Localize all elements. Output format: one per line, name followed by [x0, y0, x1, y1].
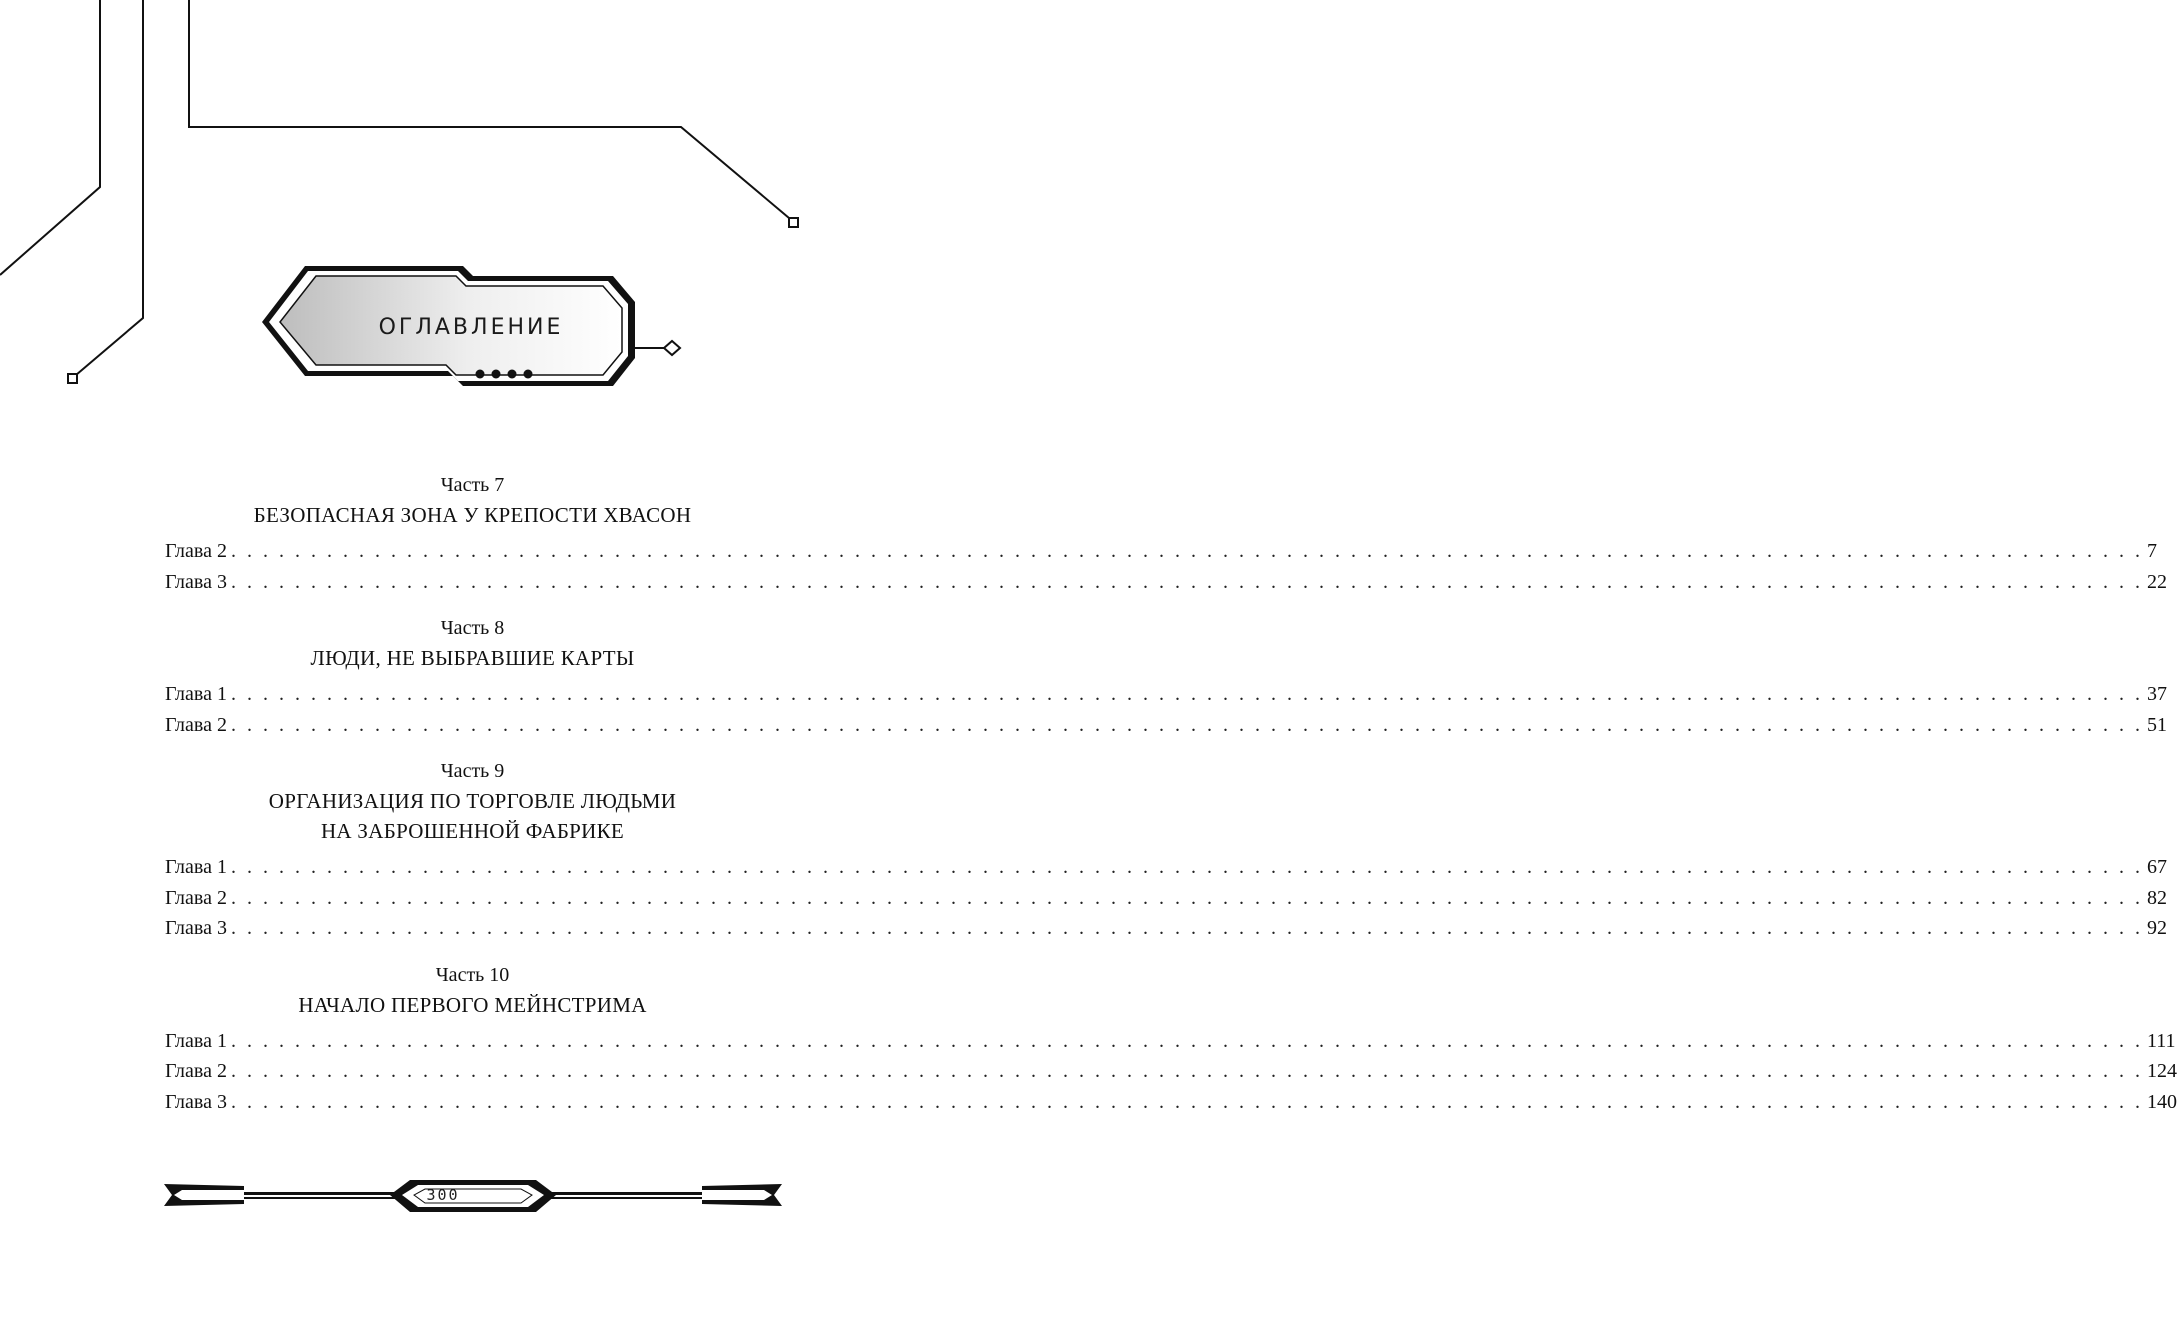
dot-icon: [524, 370, 533, 379]
chapter-page-number: 82: [2146, 886, 2167, 909]
dot-leader: . . . . . . . . . . . . . . . . . . . . . . . . . . . . . . . . . . . . . . . . . . . . . . . . . . . . . . . . . . . . . . . . . . . . . . . . . . . . . . . . . . . . . . . . . . . . . . . . . . . . . . . . . . . . . . . . . . . . . . . .: [230, 1029, 2143, 1052]
part-heading: Часть 10: [435, 963, 510, 986]
dot-icon: [476, 370, 485, 379]
part-heading: Часть 8: [440, 617, 505, 639]
dot-leader: . . . . . . . . . . . . . . . . . . . . . . . . . . . . . . . . . . . . . . . . . . . . . . . . . . . . . . . . . . . . . . . . . . . . . . . . . . . . . . . . . . . . . . . . . . . . . . . . . . . . . . . . . . . . . . . . . . . . . . . .: [230, 713, 2143, 736]
chapter-page-number: 67: [2146, 856, 2167, 878]
toc-entry: [165, 1026, 2176, 1057]
chapter-label: Глава 2: [165, 886, 227, 909]
circuit-node-left: [68, 374, 77, 383]
toc-entry: [165, 913, 2167, 944]
toc-entry: [165, 1056, 2177, 1087]
chapter-label: Глава 1: [165, 1029, 227, 1052]
chapter-list: [165, 1026, 2177, 1118]
chapter-page-number: 140: [2146, 1090, 2177, 1113]
dot-leader: . . . . . . . . . . . . . . . . . . . . . . . . . . . . . . . . . . . . . . . . . . . . . . . . . . . . . . . . . . . . . . . . . . . . . . . . . . . . . . . . . . . . . . . . . . . . . . . . . . . . . . . . . . . . . . . . . . . . . . . .: [230, 1090, 2143, 1113]
dot-icon: [508, 370, 517, 379]
toc-entry: [165, 536, 2157, 567]
toc-entry: [165, 679, 2167, 710]
circuit-line-left-outer: [0, 0, 100, 275]
chapter-label: Глава 2: [165, 713, 227, 736]
dot-icon: [492, 370, 501, 379]
chapter-page-number: 22: [2146, 570, 2167, 593]
circuit-line-top: [189, 0, 789, 218]
part-title-line: ОРГАНИЗАЦИЯ ПО ТОРГОВЛЕ ЛЮДЬМИ: [268, 789, 677, 813]
diamond-icon: [664, 341, 680, 355]
part-heading: Часть 9: [440, 760, 505, 782]
chapter-page-number: 92: [2146, 917, 2167, 939]
part-heading: Часть 7: [440, 474, 505, 496]
dot-leader: . . . . . . . . . . . . . . . . . . . . . . . . . . . . . . . . . . . . . . . . . . . . . . . . . . . . . . . . . . . . . . . . . . . . . . . . . . . . . . . . . . . . . . . . . . . . . . . . . . . . . . . . . . . . . . . . . . . . . . . .: [230, 1060, 2143, 1082]
page-title: ОГЛАВЛЕНИЕ: [378, 315, 564, 340]
circuit-node-right: [789, 218, 798, 227]
part-title-line: БЕЗОПАСНАЯ ЗОНА У КРЕПОСТИ ХВАСОН: [253, 503, 692, 527]
part-title: [165, 500, 780, 530]
chapter-label: Глава 1: [165, 683, 227, 705]
chapter-page-number: 124: [2146, 1060, 2177, 1082]
footer-ornament: [160, 1176, 786, 1216]
dot-leader: . . . . . . . . . . . . . . . . . . . . . . . . . . . . . . . . . . . . . . . . . . . . . . . . . . . . . . . . . . . . . . . . . . . . . . . . . . . . . . . . . . . . . . . . . . . . . . . . . . . . . . . . . . . . . . . . . . . . . . . .: [230, 917, 2143, 939]
part-title: [165, 786, 780, 846]
chapter-label: Глава 3: [165, 917, 227, 939]
chapter-label: Глава 3: [165, 570, 227, 593]
chapter-page-number: 51: [2146, 713, 2167, 736]
dot-leader: . . . . . . . . . . . . . . . . . . . . . . . . . . . . . . . . . . . . . . . . . . . . . . . . . . . . . . . . . . . . . . . . . . . . . . . . . . . . . . . . . . . . . . . . . . . . . . . . . . . . . . . . . . . . . . . . . . . . . . . .: [230, 570, 2143, 593]
toc-entry: [165, 1087, 2177, 1118]
toc-entry: [165, 710, 2167, 741]
part-title: [165, 643, 780, 673]
dot-leader: . . . . . . . . . . . . . . . . . . . . . . . . . . . . . . . . . . . . . . . . . . . . . . . . . . . . . . . . . . . . . . . . . . . . . . . . . . . . . . . . . . . . . . . . . . . . . . . . . . . . . . . . . . . . . . . . . . . . . . . .: [230, 886, 2143, 909]
chapter-list: [165, 679, 2167, 740]
chapter-list: [165, 536, 2167, 597]
toc-entry: [165, 852, 2167, 883]
part-title-line: ЛЮДИ, НЕ ВЫБРАВШИЕ КАРТЫ: [310, 646, 635, 670]
dot-leader: . . . . . . . . . . . . . . . . . . . . . . . . . . . . . . . . . . . . . . . . . . . . . . . . . . . . . . . . . . . . . . . . . . . . . . . . . . . . . . . . . . . . . . . . . . . . . . . . . . . . . . . . . . . . . . . . . . . . . . . .: [230, 683, 2143, 705]
chapter-page-number: 7: [2146, 540, 2157, 562]
chapter-list: [165, 852, 2167, 944]
table-of-contents: [165, 470, 2177, 1133]
part-title-line: НАЧАЛО ПЕРВОГО МЕЙНСТРИМА: [298, 992, 647, 1017]
chapter-label: Глава 1: [165, 856, 227, 878]
part-title-line: НА ЗАБРОШЕННОЙ ФАБРИКЕ: [320, 819, 625, 843]
chapter-page-number: 37: [2146, 683, 2167, 705]
toc-entry: [165, 883, 2167, 914]
chapter-label: Глава 2: [165, 1060, 227, 1082]
chapter-page-number: 111: [2146, 1029, 2176, 1052]
chapter-label: Глава 2: [165, 540, 227, 562]
part-title: [165, 990, 780, 1020]
circuit-line-left-inner: [76, 0, 143, 375]
dot-leader: . . . . . . . . . . . . . . . . . . . . . . . . . . . . . . . . . . . . . . . . . . . . . . . . . . . . . . . . . . . . . . . . . . . . . . . . . . . . . . . . . . . . . . . . . . . . . . . . . . . . . . . . . . . . . . . . . . . . . . . .: [230, 540, 2143, 562]
page-number: 300: [426, 1186, 460, 1204]
toc-entry: [165, 567, 2167, 598]
chapter-label: Глава 3: [165, 1090, 227, 1113]
dot-leader: . . . . . . . . . . . . . . . . . . . . . . . . . . . . . . . . . . . . . . . . . . . . . . . . . . . . . . . . . . . . . . . . . . . . . . . . . . . . . . . . . . . . . . . . . . . . . . . . . . . . . . . . . . . . . . . . . . . . . . . .: [230, 856, 2143, 878]
